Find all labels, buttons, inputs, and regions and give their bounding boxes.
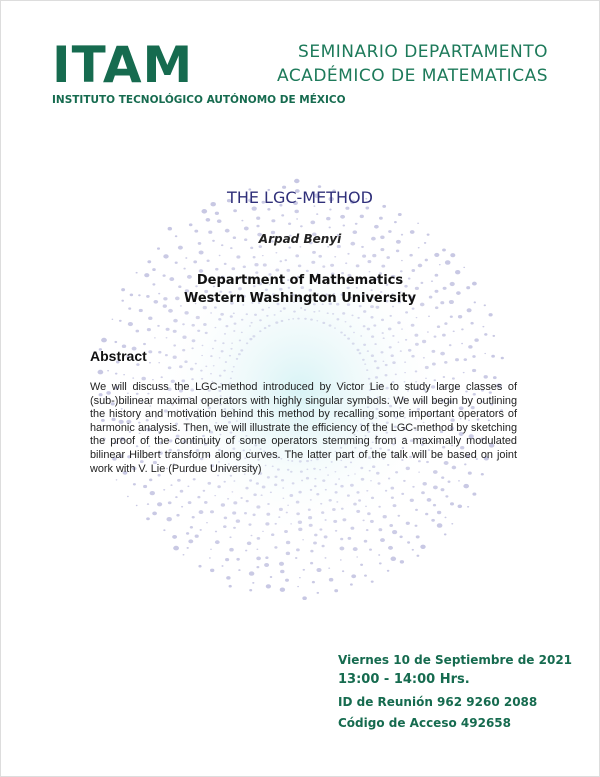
- institution-name: INSTITUTO TECNOLÓGICO AUTÓNOMO DE MÉXICO: [52, 94, 346, 106]
- department: Department of Mathematics: [196, 273, 404, 288]
- abstract-text: We will discuss the LGC-method introduced by Victor Lie to study large classes of (sub-)bilinear maximal operators with highly singular symbols. We will begin by outlining the history and motivation behind this method by recalling some important operators of harmonic analysis. Then, we will illustrate the efficiency of the LGC-method by sketching the proof of the continuity of some operators stemming from a maximally modulated bilinear Hilbert transform along curves. The latter part of the talk will be based on joint work with V. Lie (Purdue University): [90, 381, 517, 475]
- seminar-line-1: SEMINARIO DEPARTAMENTO: [298, 42, 548, 62]
- event-date: Viernes 10 de Septiembre de 2021: [338, 653, 573, 667]
- event-time: 13:00 - 14:00 Hrs.: [338, 672, 470, 687]
- meeting-id: ID de Reunión 962 9260 2088: [338, 695, 538, 709]
- talk-title: THE LGC-METHOD: [227, 188, 373, 207]
- seminar-line-2: ACADÉMICO DE MATEMATICAS: [276, 66, 548, 86]
- abstract-heading: Abstract: [90, 348, 147, 364]
- logo-wordmark: ITAM: [52, 36, 194, 94]
- speaker-name: Arpad Benyi: [258, 232, 342, 246]
- university: Western Washington University: [183, 291, 417, 306]
- access-code: Código de Acceso 492658: [338, 716, 511, 730]
